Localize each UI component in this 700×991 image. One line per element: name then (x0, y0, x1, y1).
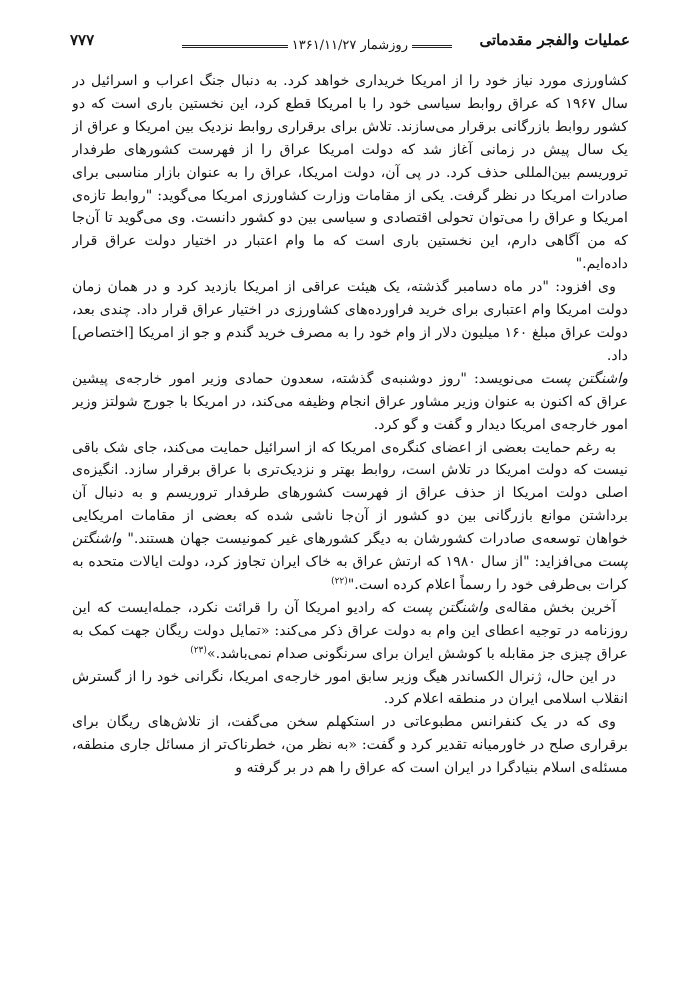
paragraph-7 (72, 711, 628, 780)
newspaper-name: واشنگتن پست (401, 599, 489, 616)
diary-date-text: روزشمار ۱۳۶۱/۱۱/۲۷ (291, 38, 408, 53)
header-rule-right (412, 45, 452, 48)
paragraph-3-text: می‌نویسد: "روز دوشنبه‌ی گذشته، سعدون حمادی وزیر امور خارجه‌ی پیشین عراق که اکنون به عنوان وزیر مشاور عراق انجام وظیفه می‌کند، در امریکا با جورج شولتز وزیر امور خارجه‌ی امریکا دیدار و گفت و گو کرد. (72, 370, 628, 433)
body-text (72, 70, 628, 971)
footnote-ref-23: (۲۳) (190, 644, 207, 655)
running-header (70, 24, 630, 64)
book-title: عملیات والفجر مقدماتی (479, 31, 630, 49)
header-rule-left (182, 45, 288, 48)
footnote-ref-22: (۲۲) (331, 576, 348, 587)
page-number: ۷۷۷ (70, 31, 95, 49)
paragraph-5-text: آخرین بخش مقاله‌ی (488, 599, 616, 616)
paragraph-3 (72, 368, 628, 437)
newspaper-name: واشنگتن پست (72, 531, 628, 571)
newspaper-name: واشنگتن پست (540, 370, 628, 387)
paragraph-4-text-cont: می‌افزاید: "از سال ۱۹۸۰ که ارتش عراق به خاک ایران تجاوز کرد، دولت ایالات متحده به کرات بی‌طرفی خود را رسماً اعلام کرده است." (72, 554, 628, 593)
paragraph-2 (72, 276, 628, 368)
paragraph-1 (72, 70, 628, 276)
paragraph-4 (72, 437, 628, 597)
paragraph-5 (72, 597, 628, 666)
paragraph-2-text: وی افزود: "در ماه دسامبر گذشته، یک هیئت عراقی از امریکا بازدید کرد و در همان زمان دولت امریکا وام اعتباری برای خرید فراورده‌های کشاورزی در اختیار عراق قرار داد. چندی بعد، دولت عراق مبلغ ۱۶۰ میلیون دلار از وام خود را به مصرف خرید گندم و جو از امریکا [اختصاص] داد. (72, 279, 628, 364)
paragraph-7-text: وی که در یک کنفرانس مطبوعاتی در استکهلم سخن می‌گفت، از تلاش‌های ریگان برای برقراری صلح در خاورمیانه تقدیر کرد و گفت: «به نظر من، خطرناک‌تر از مسائل جاری منطقه، مسئله‌ی اسلام بنیادگرا در ایران است که عراق را هم در بر گرفته و (72, 714, 628, 777)
paragraph-5-text-cont: که رادیو امریکا آن را قرائت نکرد، جمله‌ایست که این روزنامه در توجیه اعطای این وام به دولت عراق ذکر می‌کند: «تمایل دولت ریگان جهت کمک به عراق چیزی جز مقابله با کوشش ایران برای سرنگونی صدام نمی‌باشد.» (72, 599, 628, 662)
paragraph-6-text: در این حال، ژنرال الکساندر هیگ وزیر سابق امور خارجه‌ی امریکا، نگرانی خود را از گسترش انقلاب اسلامی ایران در منطقه اعلام کرد. (72, 668, 628, 708)
diary-date-label (182, 38, 452, 54)
paragraph-1-text: کشاورزی مورد نیاز خود را از امریکا خریداری خواهد کرد. به دنبال جنگ اعراب و اسرائیل در سال ۱۹۶۷ که عراق روابط سیاسی خود را با امریکا قطع کرد، این نخستین باری است که دو کشور روابط بازرگانی برقرار می‌سازند. تلاش برای برقراری روابط نزدیک بین امریکا و عراق از یک سال پیش در زمانی آغاز شد که دولت امریکا عراق را از فهرست کشورهای طرفدار تروریسم بین‌المللی حذف کرد. در پی آن، دولت امریکا، عراق را به عنوان بازار مناسبی برای صادرات امریکا در نظر گرفت. یکی از مقامات وزارت کشاورزی امریکا می‌گوید: "روابط تازه‌ی امریکا و عراق را می‌توان تحولی اقتصادی و سیاسی بین دو کشور دانست. وی می‌گوید تا آن‌جا که من آگاهی دارم، این نخستین باری است که ما وام اعتبار در اختیار دولت عراق قرار داده‌ایم." (72, 73, 628, 273)
paragraph-4-text: به رغم حمایت بعضی از اعضای کنگره‌ی امریکا که از اسرائیل حمایت می‌کند، جای شک باقی نیست که دولت امریکا در تلاش است، روابط بهتر و نزدیک‌تری با عراق برقرار سازد. انگیزه‌ی اصلی دولت امریکا از حذف عراق از فهرست کشورهای طرفدار تروریسم و به دنبال آن برداشتن موانع بازرگانی بین دو کشور از آن‌جا ناشی شده که بعضی از مقامات امریکایی خواهان توسعه‌ی صادرات کشورشان به دیگر کشورهای غیر کمونیست جهان هستند." (72, 439, 628, 548)
paragraph-6 (72, 666, 628, 712)
